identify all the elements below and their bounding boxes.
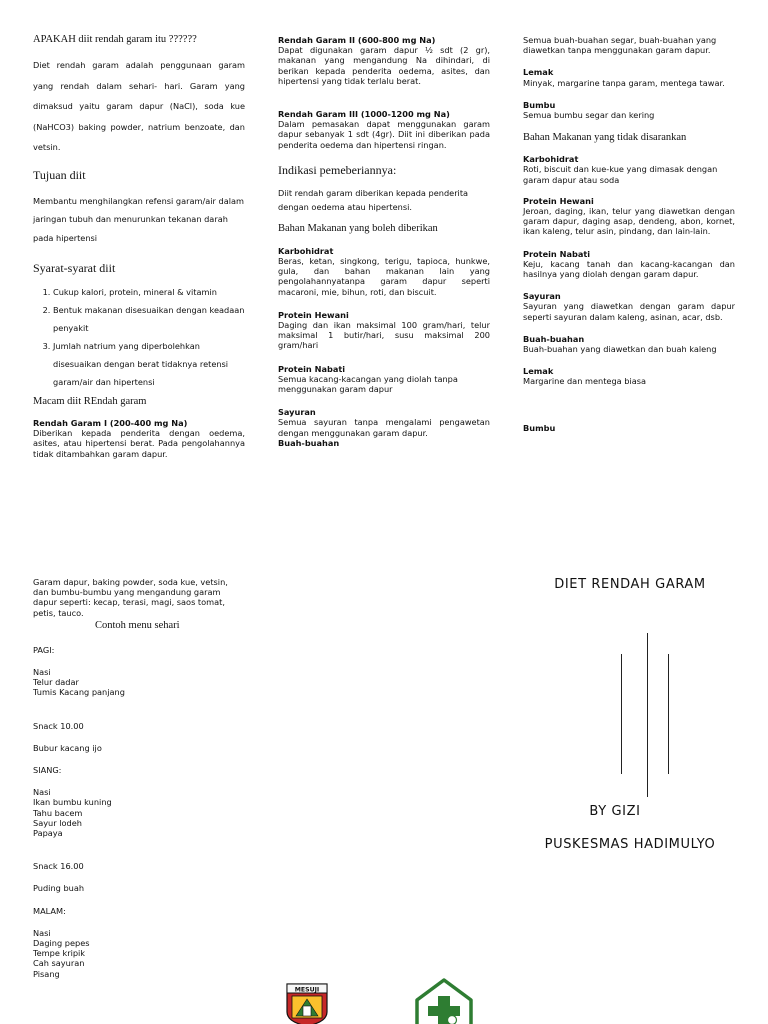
cover-title: DIET RENDAH GARAM <box>554 577 706 592</box>
cover-divider-line <box>647 633 648 797</box>
rg3-title: Rendah Garam III (1000-1200 mg Na) <box>278 109 450 120</box>
macam-heading: Macam diit REndah garam <box>33 396 147 407</box>
tidak-buah-text: Buah-buahan yang diawetkan dan buah kaleng <box>523 344 717 355</box>
tidak-sayuran-text: Sayuran yang diawetkan dengan garam dapur seperti sayuran dalam kaleng, asinan, acar, dsb. <box>523 301 735 322</box>
indikasi-heading: Indikasi pemeberiannya: <box>278 162 397 177</box>
cover-divider-line <box>621 654 622 774</box>
syarat-item: 3. Jumlah natrium yang diperbolehkan disesuaikan dengan berat tidaknya retensi garam/air dan hipertensi <box>53 337 245 391</box>
leaflet-question-title: APAKAH diit rendah garam itu ?????? <box>33 34 197 45</box>
intro-paragraph: Diet rendah garam adalah penggunaan garam yang rendah dalam sehari- hari. Garam yang dimaksud yaitu garam dapur (NaCl), soda kue (NaHCO3) baking powder, natrium benzoate, dan vetsin. <box>33 60 245 152</box>
rg2-title: Rendah Garam II (600-800 mg Na) <box>278 35 436 45</box>
boleh-heading: Bahan Makanan yang boleh diberikan <box>278 222 438 234</box>
boleh-hewani-text: Daging dan ikan maksimal 100 gram/hari, telur maksimal 1 butir/hari, susu maksimal 200 gram/hari <box>278 320 490 351</box>
boleh-karbo-text: Beras, ketan, singkong, terigu, tapioca, hunkwe, gula, dan bahan makanan lain yang pengolahannyatanpa garam dapur seperti macaroni, mie, bihun, roti, dan biscuit. <box>278 256 490 297</box>
menu-snack1-label: Snack 10.00 <box>33 720 84 731</box>
boleh-sayuran-text: Semua sayuran tanpa mengalami pengawetan dengan menggunakan garam dapur. <box>278 417 490 438</box>
tujuan-paragraph: Membantu menghilangkan refensi garam/air dalam jaringan tubuh dan menurunkan tekanan darah pada hipertensi <box>33 195 244 243</box>
rg3-text: Dalam pemasakan dapat menggunakan garam dapur sebanyak 1 sdt (4gr). Diit ini diberikan pada penderita oedema dan hipertensi ringan. <box>278 119 490 150</box>
tidak-lemak-title: Lemak <box>523 366 554 377</box>
boleh-lemak-text: Minyak, margarine tanpa garam, mentega tawar. <box>523 77 725 88</box>
boleh-bumbu-title: Bumbu <box>523 99 556 110</box>
tujuan-heading: Tujuan diit <box>33 167 86 182</box>
menu-heading: Contoh menu sehari <box>95 619 180 631</box>
menu-column <box>33 577 245 979</box>
boleh-nabati-text: Semua kacang-kacangan yang diolah tanpa menggunakan garam dapur <box>278 373 458 395</box>
menu-snack2-label: Snack 16.00 <box>33 861 84 872</box>
tidak-bumbu-title: Bumbu <box>523 422 556 433</box>
tidak-buah-title: Buah-buahan <box>523 333 585 344</box>
rg2-text: Dapat digunakan garam dapur ½ sdt (2 gr), makanan yang mengandung Na dihindari, di berikan kepada penderita oedema, asites, dan hipertensi yang tidak terlalu berat. <box>278 45 490 86</box>
boleh-buah-text: Semua buah-buahan segar, buah-buahan yang diawetkan tanpa menggunakan garam dapur. <box>523 35 717 56</box>
menu-pagi-list <box>33 667 245 698</box>
cover-organization: PUSKESMAS HADIMULYO <box>544 837 716 852</box>
boleh-bumbu-text: Semua bumbu segar dan kering <box>523 110 655 121</box>
list-item: Pisang <box>33 968 60 979</box>
boleh-hewani-title: Protein Hewani <box>278 309 349 320</box>
list-item: Tahu bacem <box>33 807 83 818</box>
list-item: Telur dadar <box>33 677 79 688</box>
list-item: Nasi <box>33 927 51 938</box>
syarat-heading: Syarat-syarat diit <box>33 261 116 275</box>
tidak-nabati-title: Protein Nabati <box>523 248 591 259</box>
syarat-item: 2. Bentuk makanan disesuaikan dengan keadaan penyakit <box>53 301 245 337</box>
boleh-lemak-title: Lemak <box>523 67 554 78</box>
tidak-hewani-text: Jeroan, daging, ikan, telur yang diawetkan dengan garam dapur, daging asap, dendeng, abon, kornet, ikan kaleng, telur asin, pindang, dan lain-lain. <box>523 206 735 237</box>
tidak-nabati-text: Keju, kacang tanah dan kacang-kacangan dan hasilnya yang diolah dengan garam dapur. <box>523 258 735 280</box>
cover-divider-line <box>668 654 669 774</box>
puskesmas-logo <box>414 978 474 1024</box>
tidak-heading: Bahan Makanan yang tidak disarankan <box>523 132 687 144</box>
mesuji-regency-logo <box>284 982 330 1024</box>
rg1-text: Diberikan kepada penderita dengan oedema, asites, atau hipertensi berat. Pada pengolahannya tidak ditambahkan garam dapur. <box>33 428 245 459</box>
menu-siang-label: SIANG: <box>33 765 62 776</box>
menu-malam-list <box>33 928 245 979</box>
list-item: Nasi <box>33 667 51 678</box>
list-item: Tumis Kacang panjang <box>33 687 125 698</box>
tidak-karbo-title: Karbohidrat <box>523 154 579 165</box>
list-item: Tempe kripik <box>33 948 86 959</box>
boleh-sayuran-title: Sayuran <box>278 407 316 418</box>
cover-author: BY GIZI <box>589 804 641 819</box>
list-item: Cah sayuran <box>33 958 85 969</box>
indikasi-text: Diit rendah garam diberikan kepada penderita dengan oedema atau hipertensi. <box>278 187 469 213</box>
menu-malam-label: MALAM: <box>33 905 66 916</box>
rg1-title: Rendah Garam I (200-400 mg Na) <box>33 418 188 428</box>
column-1 <box>33 33 245 459</box>
list-item: Ikan bumbu kuning <box>33 797 112 808</box>
list-item: Sayur lodeh <box>33 817 82 828</box>
syarat-item: 1. Cukup kalori, protein, mineral & vitamin <box>53 283 245 301</box>
menu-snack1-item: Bubur kacang ijo <box>33 742 102 753</box>
menu-pagi-label: PAGI: <box>33 644 55 655</box>
list-item: Nasi <box>33 787 51 798</box>
column-3 <box>523 35 735 433</box>
boleh-karbo-title: Karbohidrat <box>278 245 334 256</box>
tidak-lemak-text: Margarine dan mentega biasa <box>523 376 647 387</box>
mesuji-logo-lettering: MESUJI <box>294 986 320 994</box>
boleh-nabati-title: Protein Nabati <box>278 363 346 374</box>
tidak-bumbu-text: Garam dapur, baking powder, soda kue, vetsin, dan bumbu-bumbu yang mengandung garam dapur seperti: kecap, terasi, magi, saos tomat, petis, tauco. <box>33 577 228 618</box>
tidak-karbo-text: Roti, biscuit dan kue-kue yang dimasak dengan garam dapur atau soda <box>523 164 718 185</box>
menu-siang-list <box>33 787 245 838</box>
list-item: Daging pepes <box>33 938 90 949</box>
syarat-list <box>33 283 245 391</box>
boleh-buah-title: Buah-buahan <box>278 437 340 448</box>
menu-snack2-item: Puding buah <box>33 883 85 894</box>
tidak-hewani-title: Protein Hewani <box>523 195 594 206</box>
tidak-sayuran-title: Sayuran <box>523 291 561 302</box>
column-2 <box>278 35 490 448</box>
list-item: Papaya <box>33 828 63 839</box>
